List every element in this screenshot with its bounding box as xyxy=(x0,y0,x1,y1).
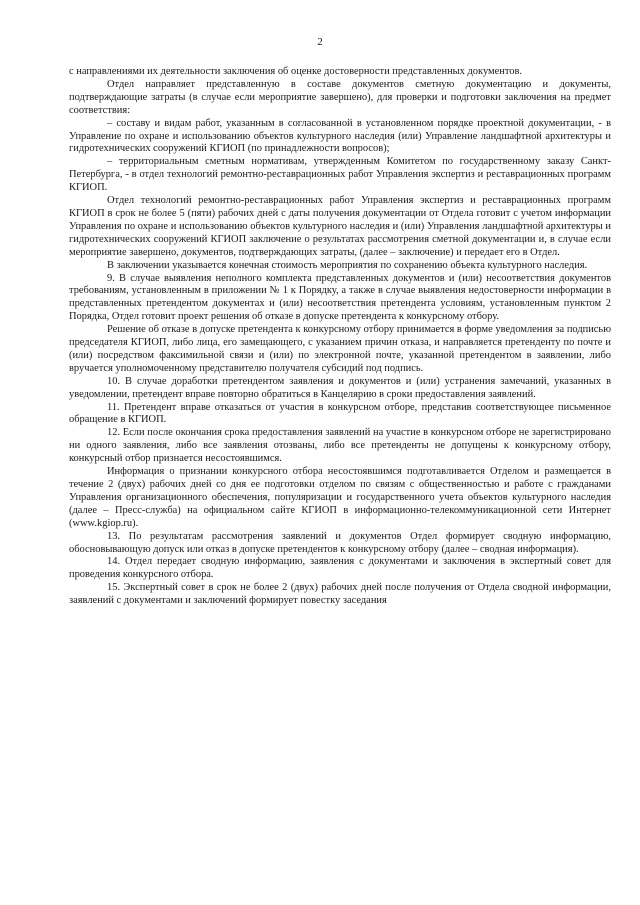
paragraph-item-15: 15. Экспертный совет в срок не более 2 (двух) рабочих дней после получения от Отдела сводной информации, заявлений с документами и заключений формирует повестку заседания xyxy=(69,582,611,607)
paragraph-item-12: 12. Если после окончания срока предоставления заявлений на участие в конкурсном отборе не зарегистрировано ни одного заявления, либо все заявления отозваны, либо все претенденты не допущены к конкурсному отбору, конкурсный отбор признается несостоявшимся. xyxy=(69,427,611,465)
paragraph: – составу и видам работ, указанным в согласованной в установленном порядке проектной документации, - в Управление по охране и использованию объектов культурного наследия (или) Управление ландшафтной архитектуры и гидротехнических сооружений КГИОП (по принадлежности вопросов); xyxy=(69,117,611,155)
paragraph-item-9: 9. В случае выявления неполного комплекта представленных документов и (или) несоответствия документов требованиям, установленным в приложении № 1 к Порядку, а также в случае выявления недостоверности информации в представленных претендентом документах и (или) несоответствия претендента условиям, установленным пунктом 2 Порядка, Отдел готовит проект решения об отказе в допуске претендента к конкурсному отбору. xyxy=(69,272,611,323)
paragraph: Отдел технологий ремонтно-реставрационных работ Управления экспертиз и реставрационных программ КГИОП в срок не более 5 (пяти) рабочих дней с даты получения документации от Отдела готовит с учетом информации Управления по охране и использованию объектов культурного наследия и (или) Управления ландшафтной архитектуры и гидротехнических сооружений КГИОП заключение о результатах рассмотрения сметной документации и, в случае если мероприятие завершено, документов, подтверждающих затраты, (далее – заключение) и передает его в Отдел. xyxy=(69,195,611,258)
document-body xyxy=(69,66,611,608)
paragraph: В заключении указывается конечная стоимость мероприятия по сохранению объекта культурного наследия. xyxy=(107,259,588,271)
paragraph: с направлениями их деятельности заключения об оценке достоверности представленных документов. xyxy=(69,66,523,77)
paragraph-item-11: 11. Претендент вправе отказаться от участия в конкурсном отборе, представив соответствующее письменное обращение в КГИОП. xyxy=(69,401,611,426)
paragraph: Решение об отказе в допуске претендента к конкурсному отбору принимается в форме уведомления за подписью председателя КГИОП, либо лица, его замещающего, с указанием причин отказа, и направляется претенденту по почте и (или) посредством факсимильной связи и (или) по электронной почте, указанной претендентом в заявлении, либо вручается уполномоченному представителю получателя субсидий под подпись. xyxy=(69,324,611,374)
paragraph-item-10: 10. В случае доработки претендентом заявления и документов и (или) устранения замечаний, указанных в уведомлении, претендент вправе повторно обратиться в Канцелярию в сроки предоставления заявлений. xyxy=(69,375,611,400)
paragraph: Информация о признании конкурсного отбора несостоявшимся подготавливается Отделом и размещается в течение 2 (двух) рабочих дней со дня ее подготовки отделом по связям с общественностью и работе с гражданами Управления организационного обеспечения, популяризации и государственного учета объектов культурного наследия (далее – Пресс-служба) на официальном сайте КГИОП в информационно-телекоммуникационной сети Интернет (www.kgiop.ru). xyxy=(69,466,611,529)
paragraph: – территориальным сметным нормативам, утвержденным Комитетом по государственному заказу Санкт-Петербурга, - в отдел технологий ремонтно-реставрационных работ Управления экспертиз и реставрационных программ КГИОП. xyxy=(69,156,611,194)
page-number: 2 xyxy=(317,36,323,48)
paragraph: Отдел направляет представленную в составе документов сметную документацию и документы, подтверждающие затраты (в случае если мероприятие завершено), для проверки и подготовки заключения на предмет соответствия: xyxy=(69,78,611,116)
paragraph-item-13: 13. По результатам рассмотрения заявлений и документов Отдел формирует сводную информацию, обосновывающую допуск или отказ в допуске претендентов к конкурсному отбору (далее – сводная информация). xyxy=(69,530,611,555)
paragraph-item-14: 14. Отдел передает сводную информацию, заявления с документами и заключения в экспертный совет для проведения конкурсного отбора. xyxy=(69,556,611,581)
